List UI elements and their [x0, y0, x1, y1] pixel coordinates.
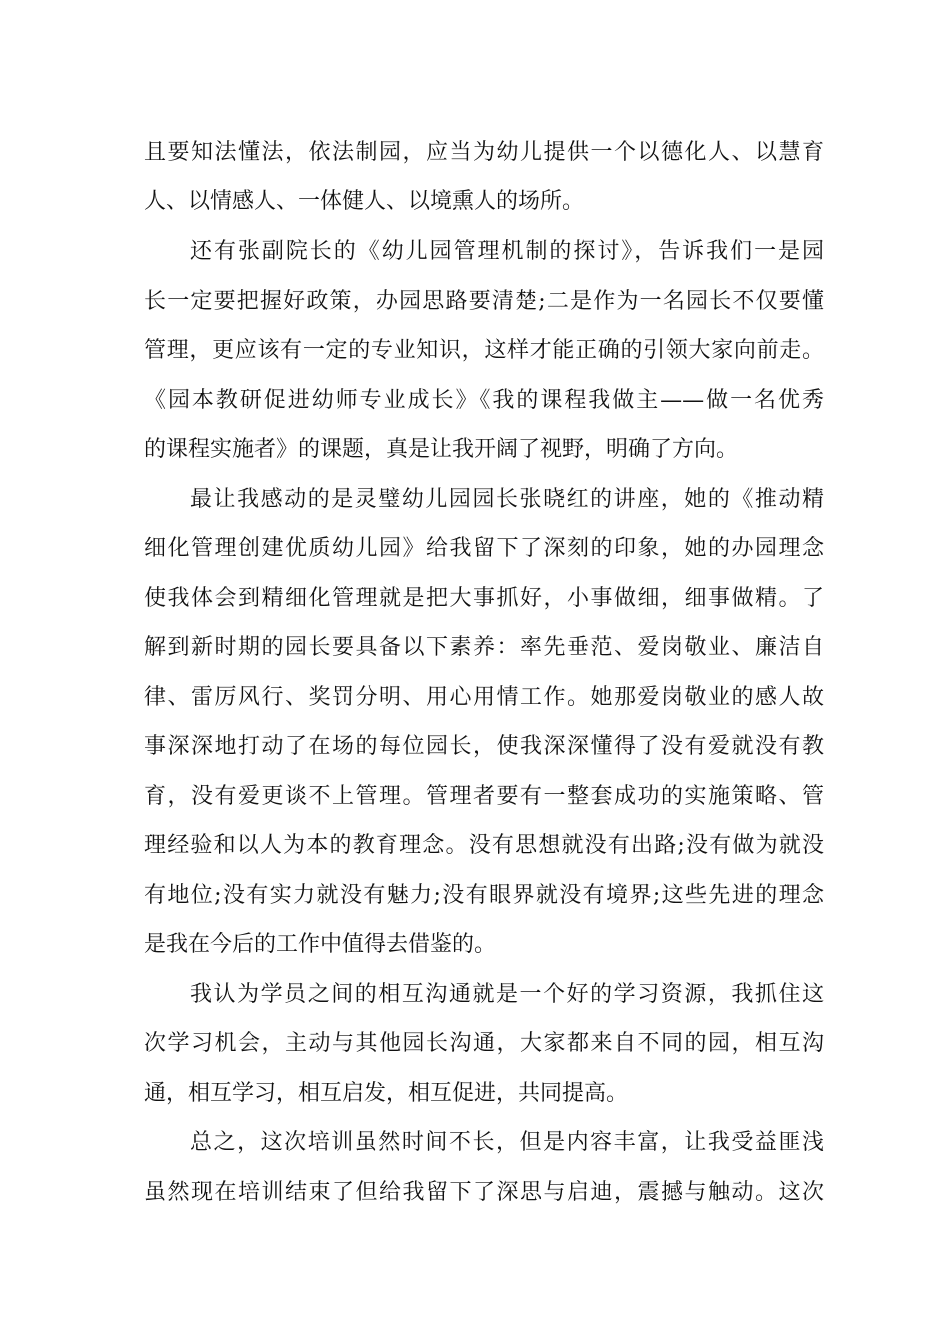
text-line: 育，没有爱更谈不上管理。管理者要有一整套成功的实施策略、管 [144, 784, 824, 809]
text-line: 的课程实施者》的课题，真是让我开阔了视野，明确了方向。 [144, 437, 739, 462]
text-line: 且要知法懂法，依法制园，应当为幼儿提供一个以德化人、以慧育 [144, 140, 824, 165]
text-line: 是我在今后的工作中值得去借鉴的。 [144, 932, 497, 957]
text-line: 有地位;没有实力就没有魅力;没有眼界就没有境界;这些先进的理念 [144, 883, 824, 908]
paragraph-start-line: 总之，这次培训虽然时间不长，但是内容丰富，让我受益匪浅 [190, 1130, 824, 1155]
text-line: 解到新时期的园长要具备以下素养：率先垂范、爱岗敬业、廉洁自 [144, 635, 824, 660]
text-line: 细化管理创建优质幼儿园》给我留下了深刻的印象，她的办园理念 [144, 536, 824, 561]
paragraph-start-line: 最让我感动的是灵璧幼儿园园长张晓红的讲座，她的《推动精 [190, 487, 824, 512]
text-line: 律、雷厉风行、奖罚分明、用心用情工作。她那爱岗敬业的感人故 [144, 685, 824, 710]
text-line: 使我体会到精细化管理就是把大事抓好，小事做细，细事做精。了 [144, 586, 824, 611]
text-line: 长一定要把握好政策，办园思路要清楚;二是作为一名园长不仅要懂 [144, 289, 824, 314]
paragraph-start-line: 还有张副院长的《幼儿园管理机制的探讨》，告诉我们一是园 [190, 239, 824, 264]
text-line: 理经验和以人为本的教育理念。没有思想就没有出路;没有做为就没 [144, 833, 824, 858]
text-line: 虽然现在培训结束了但给我留下了深思与启迪，震撼与触动。这次 [144, 1180, 824, 1205]
paragraph-start-line: 我认为学员之间的相互沟通就是一个好的学习资源，我抓住这 [190, 982, 824, 1007]
text-line: 次学习机会，主动与其他园长沟通，大家都来自不同的园，相互沟 [144, 1031, 824, 1056]
text-line: 人、以情感人、一体健人、以境熏人的场所。 [144, 189, 585, 214]
text-line: 通，相互学习，相互启发，相互促进，共同提高。 [144, 1081, 629, 1106]
text-line: 事深深地打动了在场的每位园长，使我深深懂得了没有爱就没有教 [144, 734, 824, 759]
text-line: 《园本教研促进幼师专业成长》《我的课程我做主——做一名优秀 [144, 388, 824, 413]
text-line: 管理，更应该有一定的专业知识，这样才能正确的引领大家向前走。 [144, 338, 824, 363]
